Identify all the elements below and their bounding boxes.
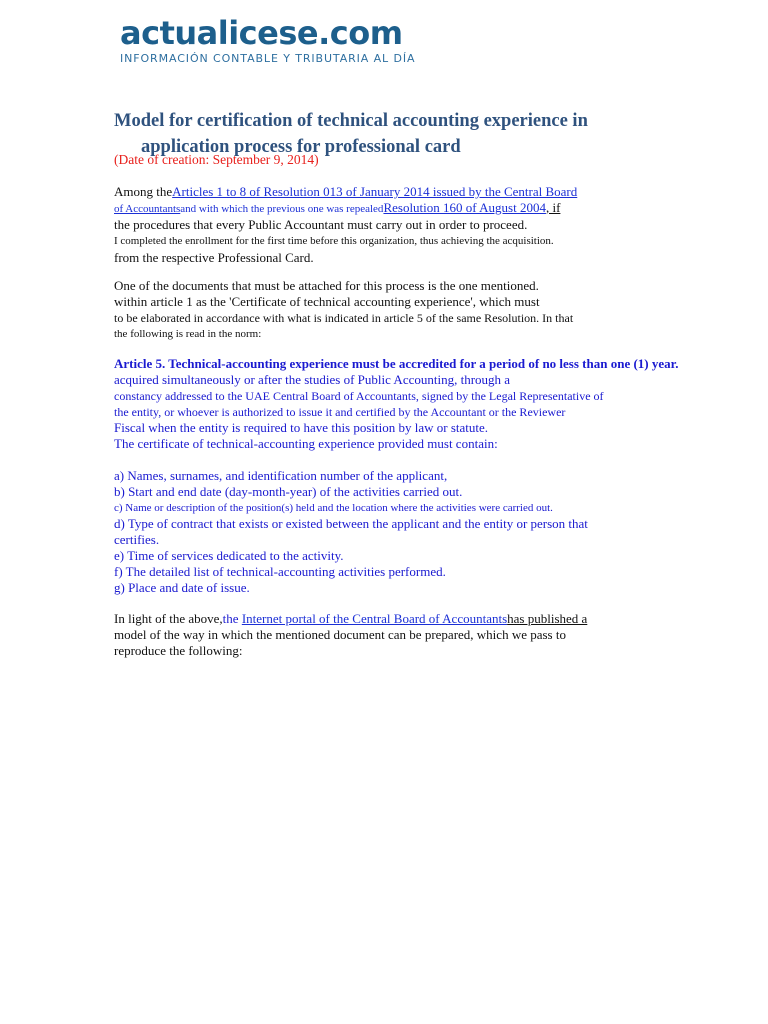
closing-text: In light of the above, (114, 611, 223, 626)
article-line-2: constancy addressed to the UAE Central Board of Accountants, signed by the Legal Representative of (114, 389, 604, 403)
title-line-2: application process for professional card (141, 137, 461, 157)
requirements-list (114, 468, 674, 596)
creation-date: (Date of creation: September 9, 2014) (114, 152, 319, 167)
list-item: a) Names, surnames, and identification number of the applicant, (114, 468, 448, 483)
closing-line-3: reproduce the following: (114, 643, 243, 658)
closing-the: the (222, 611, 242, 626)
intro-line-3: the procedures that every Public Accountant must carry out in order to proceed. (114, 217, 528, 232)
article-line-4: Fiscal when the entity is required to have this position by law or statute. (114, 420, 489, 435)
intro-line-1 (114, 184, 674, 200)
resolution-160-link[interactable]: Resolution 160 of August 2004 (383, 200, 546, 215)
central-board-link[interactable]: of Accountants (114, 203, 181, 215)
intro-line-2 (114, 200, 674, 217)
article-5-quote (114, 356, 679, 452)
logo-tagline: INFORMACIÓN CONTABLE Y TRIBUTARIA AL DÍA (120, 52, 416, 65)
article-line-3: the entity, or whoever is authorized to issue it and certified by the Accountant or the Reviewer (114, 405, 566, 419)
list-item: b) Start and end date (day-month-year) of the activities carried out. (114, 484, 463, 499)
article-line-1: acquired simultaneously or after the studies of Public Accounting, through a (114, 372, 511, 387)
intro-line-4: I completed the enrollment for the first time before this organization, thus achieving the acquisition. (114, 235, 554, 247)
second-line-1: One of the documents that must be attached for this process is the one mentioned. (114, 278, 539, 293)
closing-line-1 (114, 611, 674, 627)
closing-paragraph (114, 611, 674, 659)
list-item: certifies. (114, 532, 160, 547)
list-item: c) Name or description of the position(s) held and the location where the activities were carried out. (114, 502, 553, 514)
list-item: d) Type of contract that exists or existed between the applicant and the entity or person that (114, 516, 588, 531)
second-line-2: within article 1 as the 'Certificate of technical accounting experience', which must (114, 294, 540, 309)
article-line-5: The certificate of technical-accounting experience provided must contain: (114, 436, 498, 451)
list-item: f) The detailed list of technical-accounting activities performed. (114, 564, 446, 579)
resolution-013-link[interactable]: Articles 1 to 8 of Resolution 013 of January 2014 issued by the Central Board (172, 184, 578, 199)
intro-text: Among the (114, 184, 173, 199)
site-logo[interactable] (120, 14, 415, 65)
intro-paragraph (114, 184, 674, 266)
second-paragraph (114, 278, 674, 342)
list-item: g) Place and date of issue. (114, 580, 250, 595)
intro-if: , if (545, 200, 561, 215)
closing-published: has published a (507, 611, 588, 626)
intro-line-5: from the respective Professional Card. (114, 250, 314, 265)
closing-line-2: model of the way in which the mentioned document can be prepared, which we pass to (114, 627, 566, 642)
second-line-4: the following is read in the norm: (114, 328, 262, 340)
central-board-portal-link[interactable]: Internet portal of the Central Board of Accountants (241, 611, 508, 626)
second-line-3: to be elaborated in accordance with what is indicated in article 5 of the same Resolution. In that (114, 311, 574, 325)
title-line-1: Model for certification of technical accounting experience in (114, 111, 588, 131)
article-heading: Article 5. Technical-accounting experience must be accredited for a period of no less than one (1) year. (114, 356, 679, 371)
repealed-note: and with which the previous one was repealed (180, 203, 384, 215)
logo-name: actualicese.com (120, 14, 403, 52)
list-item: e) Time of services dedicated to the activity. (114, 548, 344, 563)
